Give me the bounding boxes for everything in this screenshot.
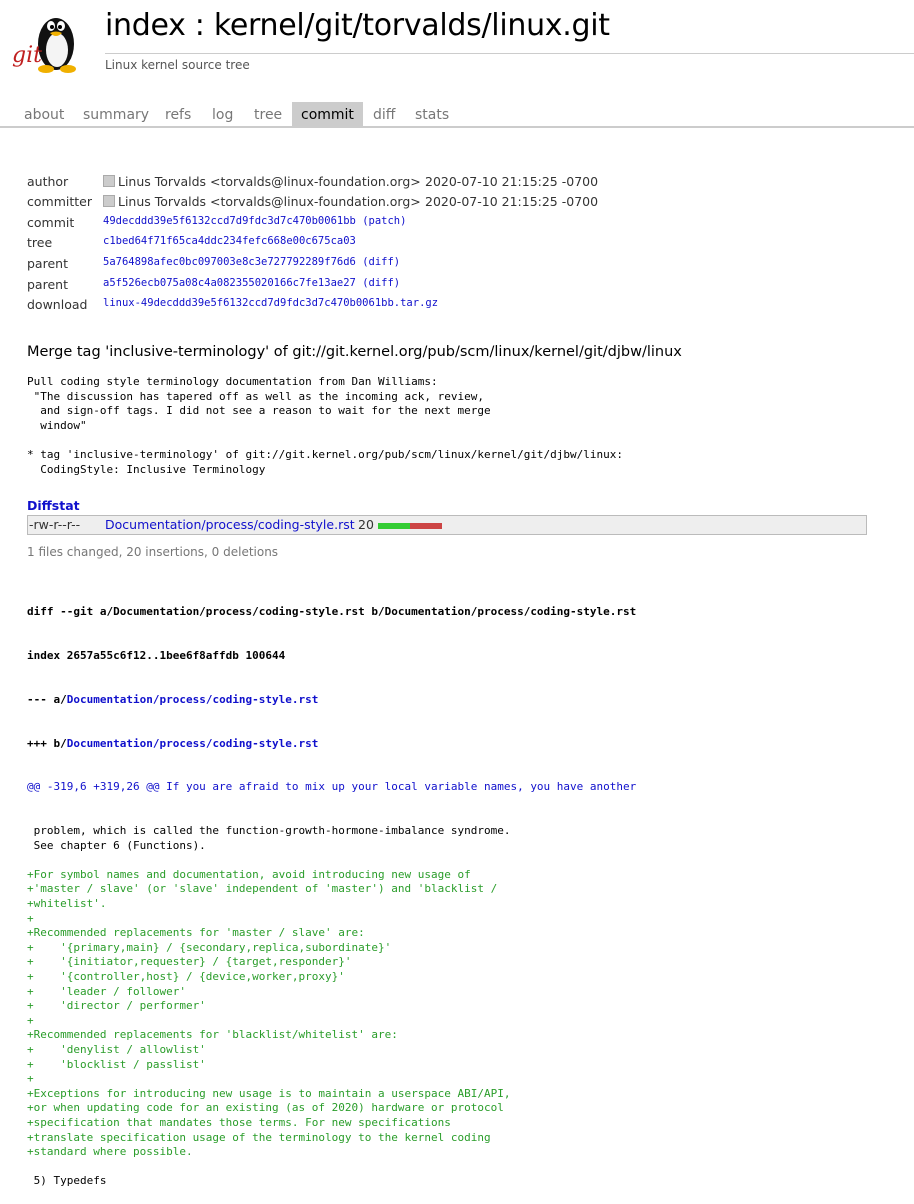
diff-added-line: + 'leader / follower'	[27, 984, 186, 998]
author-name: Linus Torvalds <torvalds@linux-foundation.org>	[118, 174, 421, 189]
committer-label: committer	[27, 194, 92, 209]
diff-context-line	[27, 853, 907, 868]
penguin-belly	[46, 33, 68, 67]
diff-minus-file-line	[27, 693, 907, 708]
diff-lines	[27, 824, 907, 1189]
avatar	[103, 175, 115, 187]
patch-link[interactable]: (patch)	[362, 215, 407, 227]
commit-message: Pull coding style terminology documentation from Dan Williams: "The discussion has tapered off as well as the incoming ack, review, and sign-off tags. I did not see a reason to wait for the next merge window" * tag 'inclusive-terminology' of git://git.kernel.org/pub/scm/linux/kernel/git/djbw/linux: CodingStyle: Inclusive Terminology	[27, 375, 624, 476]
diff-plus-file-line	[27, 737, 907, 752]
diff-minus-prefix: --- a/	[27, 692, 67, 706]
logo-text: git	[12, 43, 42, 68]
diff-context-line	[27, 1160, 907, 1175]
commit-hash-link[interactable]: 49decddd39e5f6132ccd7d9fdc3d7c470b0061bb	[103, 215, 356, 227]
diff-added-line: +Recommended replacements for 'blacklist/whitelist' are:	[27, 1028, 398, 1042]
diffstat-table	[27, 515, 867, 535]
tab-log[interactable]: log	[212, 107, 234, 123]
tab-commit[interactable]: commit	[292, 102, 363, 126]
download-value	[103, 297, 438, 309]
commit-subject: Merge tag 'inclusive-terminology' of git://git.kernel.org/pub/scm/linux/kernel/git/djbw/linux	[27, 344, 682, 360]
diffstat-file-link[interactable]: Documentation/process/coding-style.rst	[105, 517, 355, 532]
parent-label: parent	[27, 277, 68, 292]
diff-added-line: +	[27, 1072, 34, 1086]
tree-hash-link[interactable]: c1bed64f71f65ca4ddc234fefc668e00c675ca03	[103, 235, 356, 247]
diff-plus-file-link[interactable]: Documentation/process/coding-style.rst	[66, 736, 319, 750]
diffstat-summary: 1 files changed, 20 insertions, 0 deletions	[27, 545, 279, 559]
diff-added-line: + 'denylist / allowlist'	[27, 1043, 206, 1056]
tab-about[interactable]: about	[24, 107, 65, 123]
diffstat-count: 20	[358, 517, 374, 532]
diff-view	[27, 576, 907, 1204]
author-date: 2020-07-10 21:15:25 -0700	[425, 174, 599, 189]
penguin-pupil-left	[50, 25, 54, 29]
title-divider	[105, 53, 914, 54]
tab-summary[interactable]: summary	[83, 107, 150, 123]
parent-diff-link[interactable]: (diff)	[362, 277, 401, 289]
download-label: download	[27, 297, 88, 312]
tab-tree[interactable]: tree	[254, 107, 283, 123]
diff-hunk-header: @@ -319,6 +319,26 @@ If you are afraid to mix up your local variable names, you have another	[27, 780, 637, 794]
author-value	[103, 174, 421, 189]
tree-label: tree	[27, 235, 53, 250]
deletions-bar	[410, 523, 442, 529]
page-title: index : kernel/git/torvalds/linux.git	[105, 8, 610, 43]
diff-plus-prefix: +++ b/	[27, 736, 67, 750]
diff-added-line: +standard where possible.	[27, 1145, 193, 1159]
file-mode: -rw-r--r--	[29, 517, 81, 532]
diff-added-line: + '{primary,main} / {secondary,replica,subordinate}'	[27, 940, 392, 954]
diff-added-line: +specification that mandates those terms. For new specifications	[27, 1115, 451, 1129]
parent-hash-link[interactable]: a5f526ecb075a08c4a082355020166c7fe13ae27	[103, 277, 356, 289]
diff-added-line: +'master / slave' (or 'slave' independent of 'master') and 'blacklist /	[27, 882, 498, 896]
avatar	[103, 195, 115, 207]
page-subtitle: Linux kernel source tree	[105, 58, 250, 72]
committer-name: Linus Torvalds <torvalds@linux-foundation.org>	[118, 194, 421, 209]
tab-refs[interactable]: refs	[165, 107, 192, 123]
tree-value	[103, 235, 356, 247]
tab-bar	[0, 102, 914, 128]
diff-added-line: + '{initiator,requester} / {target,responder}'	[27, 955, 352, 969]
committer-date: 2020-07-10 21:15:25 -0700	[425, 194, 599, 209]
diff-context-line: See chapter 6 (Functions).	[27, 838, 206, 852]
diff-index-line: index 2657a55c6f12..1bee6f8affdb 100644	[27, 648, 286, 662]
parent-label: parent	[27, 256, 68, 271]
diff-added-line: +translate specification usage of the terminology to the kernel coding	[27, 1130, 491, 1144]
diff-added-line: + 'director / performer'	[27, 999, 206, 1013]
tab-diff[interactable]: diff	[373, 107, 396, 123]
diff-git-header: diff --git a/Documentation/process/coding-style.rst b/Documentation/process/coding-style.rst	[27, 605, 637, 619]
diff-context-line: problem, which is called the function-growth-hormone-imbalance syndrome.	[27, 824, 511, 838]
parent-hash-link[interactable]: 5a764898afec0bc097003e8c3e727792289f76d6	[103, 256, 356, 268]
insertions-bar	[378, 523, 410, 529]
commit-label: commit	[27, 215, 75, 230]
git-logo	[10, 6, 84, 76]
committer-value	[103, 194, 421, 209]
penguin-pupil-right	[58, 25, 62, 29]
diffstat-header-link[interactable]: Diffstat	[27, 498, 80, 513]
penguin-foot-right	[60, 65, 76, 73]
tab-stats[interactable]: stats	[415, 107, 450, 123]
diff-added-line: +Exceptions for introducing new usage is to maintain a userspace ABI/API,	[27, 1086, 511, 1100]
diff-added-line: +	[27, 1013, 34, 1027]
diff-minus-file-link[interactable]: Documentation/process/coding-style.rst	[66, 692, 319, 706]
diff-added-line: +Recommended replacements for 'master / slave' are:	[27, 926, 365, 940]
diff-added-line: +For symbol names and documentation, avoid introducing new usage of	[27, 867, 471, 881]
diff-added-line: + 'blocklist / passlist'	[27, 1057, 206, 1071]
diffstat-graph	[378, 523, 442, 529]
parent-value	[103, 277, 400, 289]
download-link[interactable]: linux-49decddd39e5f6132ccd7d9fdc3d7c470b0061bb.tar.gz	[103, 297, 439, 309]
parent-diff-link[interactable]: (diff)	[362, 256, 401, 268]
diff-context-line: 5) Typedefs	[27, 1174, 107, 1188]
parent-value	[103, 256, 400, 268]
commit-value	[103, 215, 406, 227]
author-label: author	[27, 174, 69, 189]
diff-added-line: +whitelist'.	[27, 897, 107, 911]
diff-added-line: + '{controller,host} / {device,worker,proxy}'	[27, 970, 345, 984]
diff-added-line: +	[27, 911, 34, 925]
diff-added-line: +or when updating code for an existing (as of 2020) hardware or protocol	[27, 1101, 504, 1115]
